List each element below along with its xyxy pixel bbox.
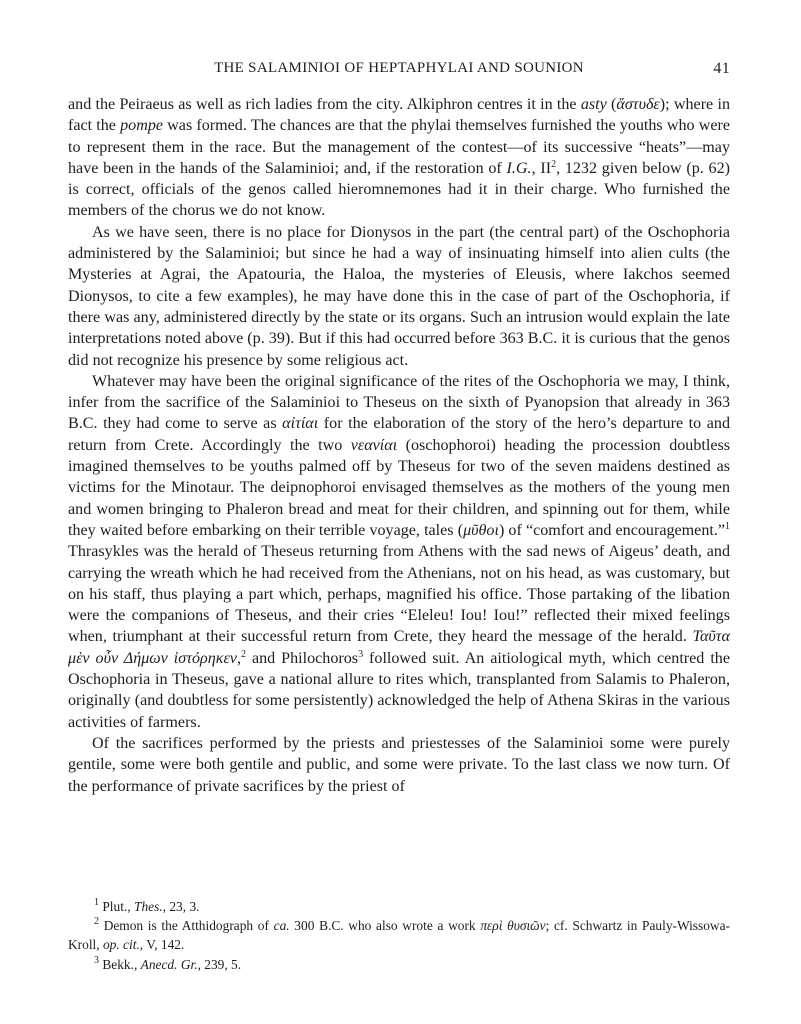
footnote-ref-2[interactable]: 2 <box>240 648 246 660</box>
greek-term: περὶ θυσιῶν <box>480 918 546 934</box>
text-run: Thrasykles was the herald of Theseus returning from Athens with the sad news of Aigeus’ death, and carrying the wreath which he had received from the Athenians, not on his head, as was customary, but on his staff, thus playing a part which, perhaps, magnified his office. Those partaking of the libation were the companions of Theseus, and their cries “Eleleu! Iou! Iou!” reflected their mixed feelings when, triumphant at their successful return from Crete, they heard the message of the herald. <box>68 543 730 646</box>
paragraph-1 <box>68 94 730 222</box>
italic-citation: I.G. <box>506 159 532 177</box>
footnote-2 <box>68 916 730 954</box>
greek-term: ἄστυδε <box>616 96 660 113</box>
footnote-3 <box>68 955 730 974</box>
text-run: ) of “comfort and encouragement.” <box>498 521 726 539</box>
text-run: , 239, 5. <box>197 956 242 972</box>
text-run: Plut., <box>102 899 134 914</box>
running-header <box>68 60 730 80</box>
text-run: 300 B.C. who also wrote a work <box>289 918 481 934</box>
footnote-number: 3 <box>94 954 99 966</box>
greek-term: αἰτίαι <box>282 415 319 433</box>
text-run: ); where in fact the <box>68 96 730 135</box>
italic-citation: Anecd. Gr. <box>140 956 198 972</box>
footnote-number: 1 <box>94 897 99 908</box>
paragraph-2: As we have seen, there is no place for Dionysos in the part (the central part) of the Oschophoria administered by the Salaminioi; but since he had a way of insinuating himself into alien cults (the Mysteries at Agrai, the Apatouria, the Haloa, the mysteries of Eleusis, where Iakchos seemed Dionysos, to cite a few examples), he may have done this in the case of part of the Oschophoria, if there was any, administered directly by the state or its organs. Such an intrusion would explain the late interpretations noted above (p. 39). But if this had occurred before 363 B.C. it is curious that the genos did not recognize his presence by some religious act. <box>68 223 730 369</box>
footnote-1 <box>68 897 730 916</box>
text-run: , 1232 given below (p. 62) is correct, officials of the genos called hieromnemones had it in their charge. Who furnished the members of the chorus we do not know. <box>68 159 731 220</box>
greek-quote: Ταῦτα μὲν οὖν Δήμων ἱστόρηκεν <box>68 628 730 667</box>
text-run: followed suit. An aitiological myth, which centred the Oschophoria in Theseus, gave a national allure to rites which, transplanted from Salamis to Phaleron, originally (and doubtless for some persistently) acknowledged the help of Athena Skiras in the various activities of farmers. <box>68 649 730 731</box>
footnote-ref-1[interactable]: 1 <box>725 520 731 532</box>
footnotes <box>68 897 730 974</box>
text-run: was formed. The chances are that the phylai themselves furnished the youths who were to represent them in the race. But the management of the contest—of its successive “heats”—may have been in the hands of the Salaminioi; and, if the restoration of <box>68 117 730 177</box>
text-run: , V, 142. <box>139 937 185 953</box>
text-run: for the elaboration of the story of the hero’s departure to and return from Crete. Accordingly the two <box>68 415 730 454</box>
running-title: THE SALAMINIOI OF HEPTAPHYLAI AND SOUNION <box>214 60 584 76</box>
italic-term: ca. <box>273 918 290 934</box>
text-run: , <box>236 649 241 667</box>
text-run: ( <box>606 96 617 113</box>
italic-term: asty <box>580 96 607 113</box>
paragraph-3 <box>68 371 730 733</box>
italic-citation: op. cit. <box>102 937 140 953</box>
text-run: and the Peiraeus as well as rich ladies from the city. Alkiphron centres it in the <box>68 96 581 113</box>
text-run: Whatever may have been the original significance of the rites of the Oschophoria we may, I think, infer from the sacrifice of the Salaminioi to Theseus on the sixth of Pyanopsion that already in 363 B.C. they had come to serve as <box>68 372 730 433</box>
text-run: Bekk., <box>102 956 141 972</box>
footnote-number: 2 <box>94 916 99 928</box>
text-run: , II <box>531 159 552 177</box>
page-number: 41 <box>713 60 730 77</box>
text-run: , 23, 3. <box>162 899 200 914</box>
superscript: 2 <box>551 158 557 170</box>
greek-term: νεανίαι <box>350 436 398 454</box>
italic-citation: Thes. <box>134 899 163 914</box>
text-run: and Philochoros <box>245 649 359 667</box>
text-run: Demon is the Atthidograph of <box>103 918 274 934</box>
italic-term: pompe <box>120 117 164 135</box>
paragraph-4: Of the sacrifices performed by the priests and priestesses of the Salaminioi some were purely gentile, some were both gentile and public, and some were private. To the last class we now turn. Of the performance of private sacrifices by the priest of <box>68 734 730 795</box>
greek-term: μῦθοι <box>463 521 499 539</box>
body-text <box>68 94 730 797</box>
text-run: ; cf. Schwartz in Pauly-Wissowa-Kroll, <box>68 918 730 953</box>
footnote-ref-3[interactable]: 3 <box>358 648 364 660</box>
text-run: (oschophoroi) heading the procession doubtless imagined themselves to be youths palmed off by Theseus for two of the seven maidens destined as victims for the Minotaur. The deipnophoroi envisaged themselves as the mothers of the young men and women bringing to Phaleron bread and meat for their children, and spinning out for them, while they waited before embarking on their terrible voyage, tales ( <box>68 436 730 539</box>
